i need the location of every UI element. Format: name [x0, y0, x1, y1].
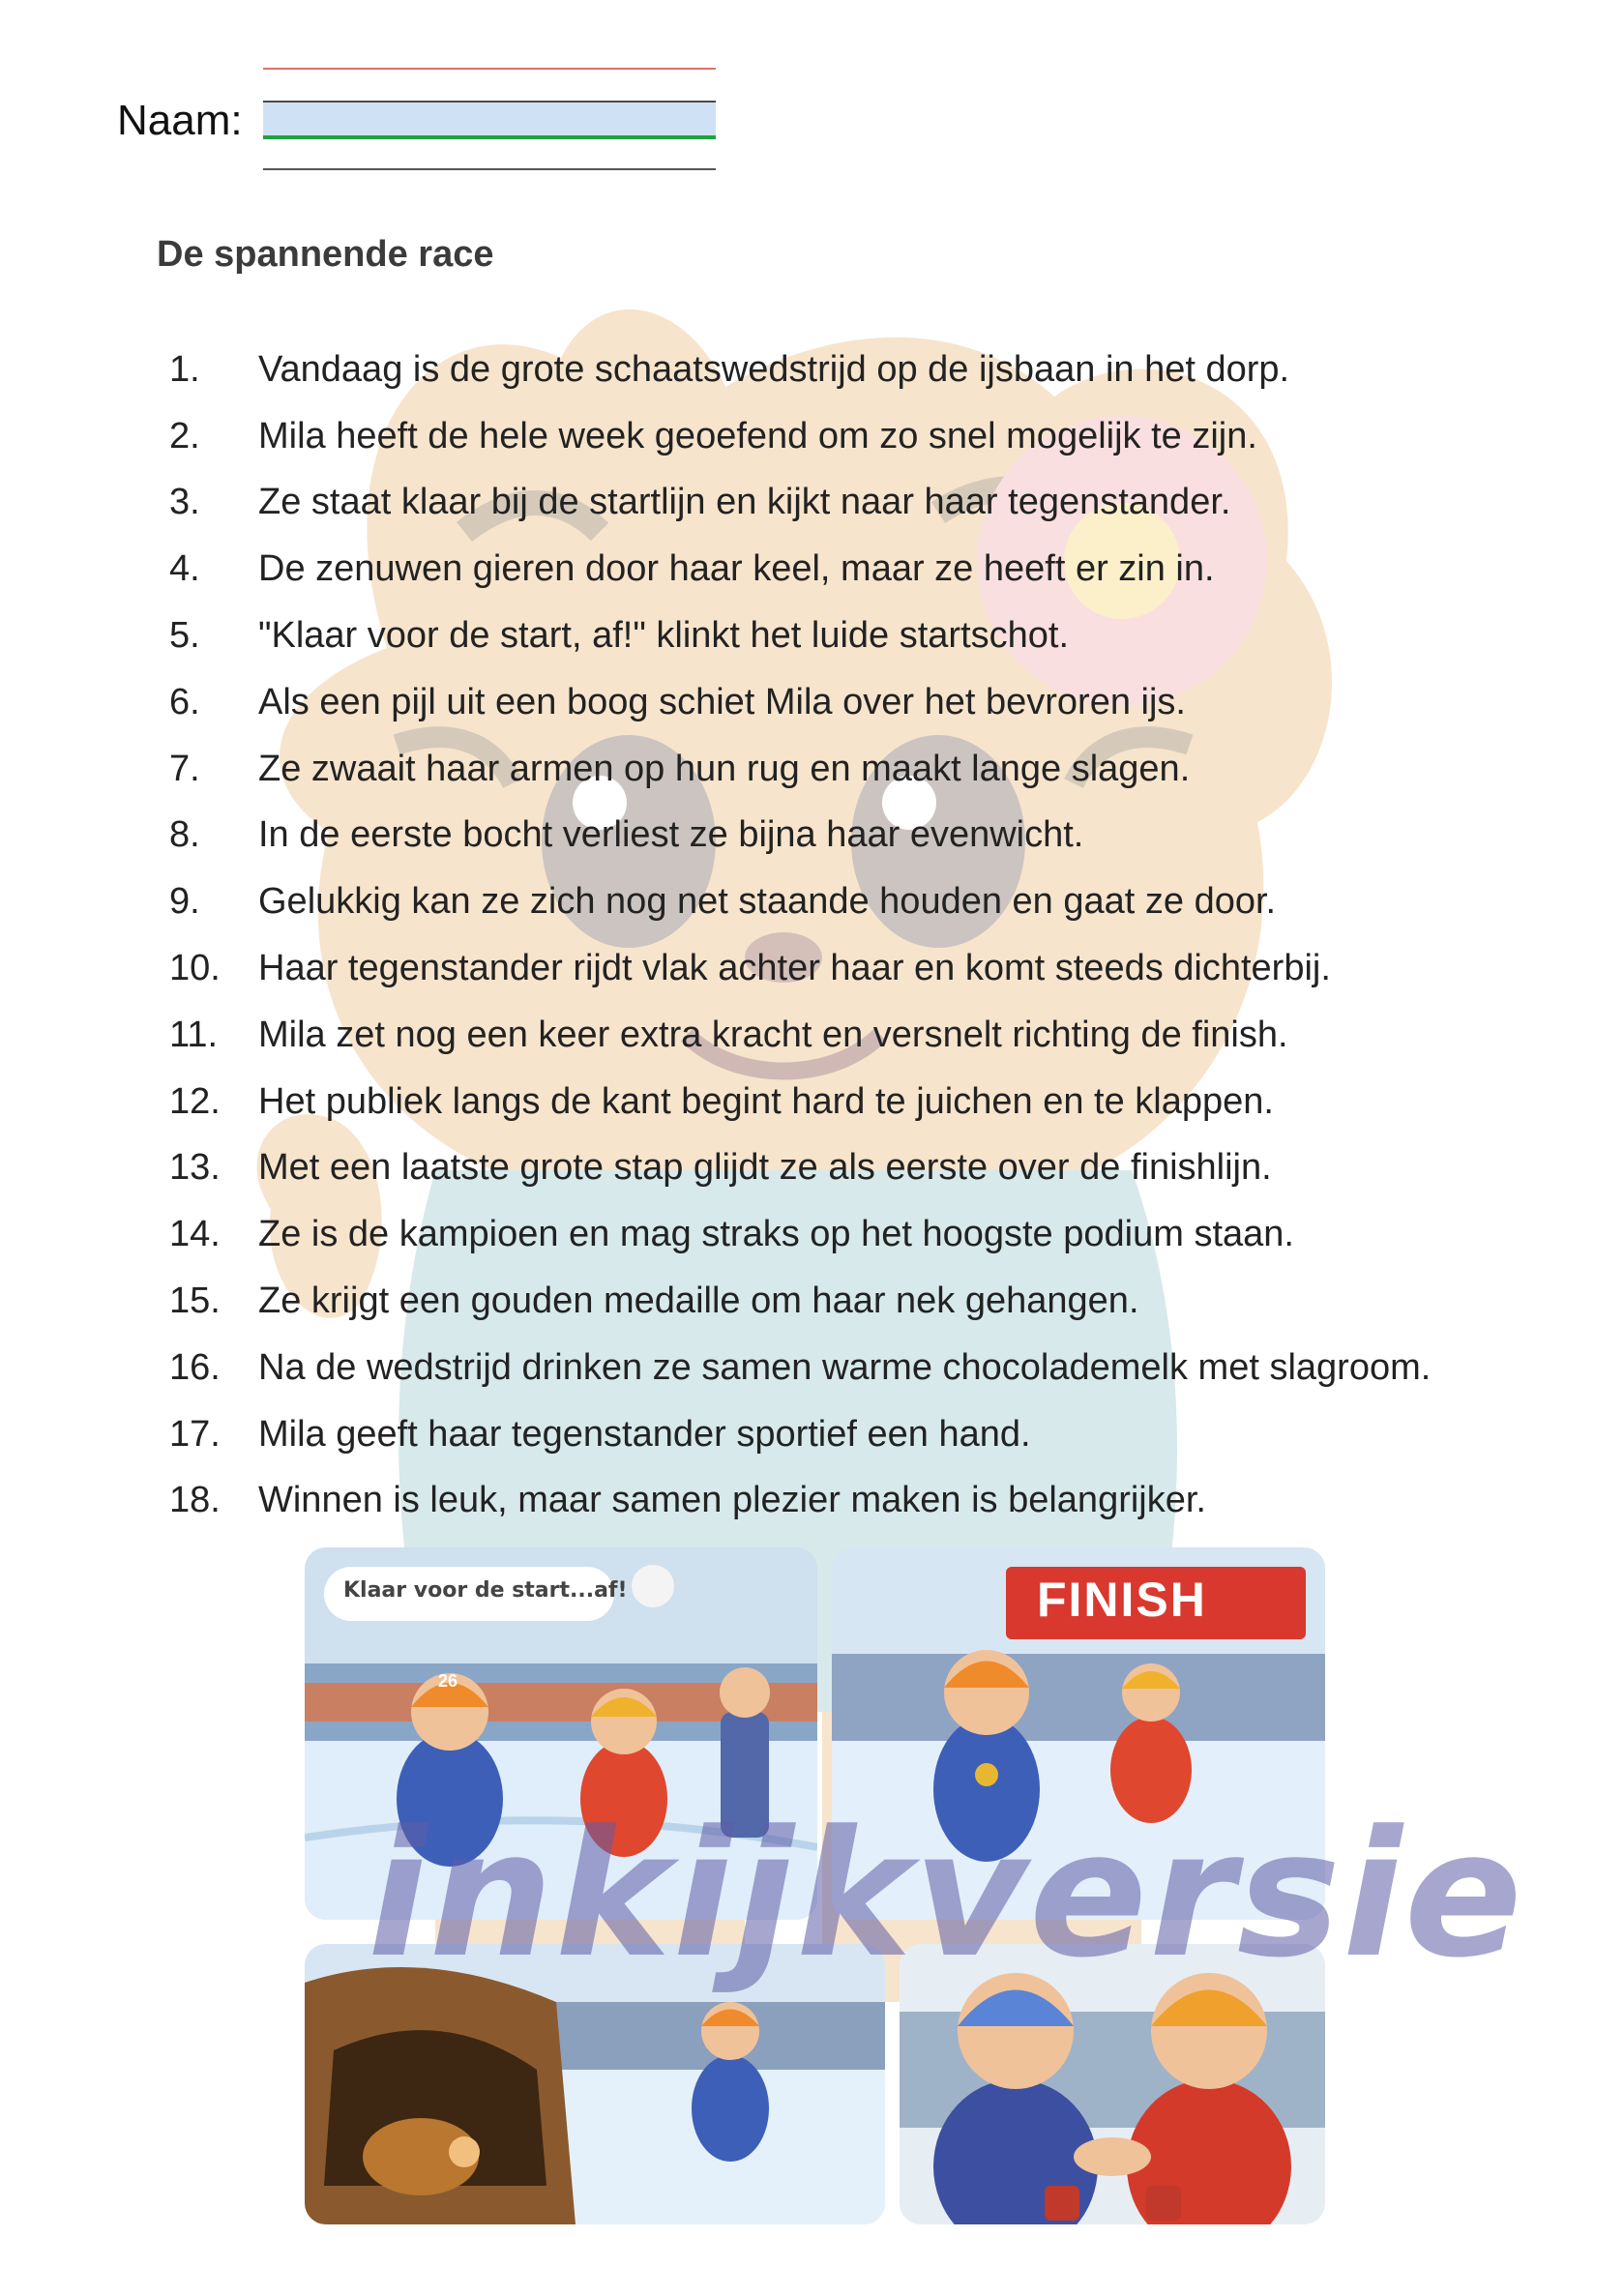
name-label: Naam:: [117, 97, 243, 144]
sentence-number: 10.: [169, 948, 221, 989]
sentence-number: 14.: [169, 1214, 221, 1255]
sentence-number: 13.: [169, 1147, 221, 1189]
sentence-item: [169, 736, 1431, 803]
sentence-text: Mila zet nog een keer extra kracht en versnelt richting de finish.: [258, 1014, 1288, 1055]
sentence-item: [169, 1135, 1431, 1202]
sentence-number: 8.: [169, 814, 200, 856]
sentence-number: 3.: [169, 482, 200, 523]
sentence-item: [169, 1268, 1431, 1335]
sentence-number: 5.: [169, 615, 200, 657]
sentence-text: De zenuwen gieren door haar keel, maar ze heeft er zin in.: [258, 548, 1215, 590]
watermark-text: inkijkversie: [368, 1794, 1524, 1996]
name-writing-field[interactable]: [263, 66, 716, 172]
sentence-list: [169, 337, 1431, 1534]
sentence-number: 9.: [169, 881, 200, 923]
sentence-text: Ze krijgt een gouden medaille om haar nek gehangen.: [258, 1280, 1139, 1322]
sentence-number: 16.: [169, 1346, 221, 1388]
sentence-item: [169, 403, 1431, 470]
sentence-text: Haar tegenstander rijdt vlak achter haar en komt steeds dichterbij.: [258, 948, 1331, 989]
sentence-item: [169, 1335, 1431, 1401]
sentence-item: [169, 1201, 1431, 1268]
sentence-text: Met een laatste grote stap glijdt ze als eerste over de finishlijn.: [258, 1147, 1272, 1189]
sentence-item: [169, 868, 1431, 935]
sentence-number: 18.: [169, 1480, 221, 1521]
sentence-item: [169, 935, 1431, 1002]
writing-line-bottom: [263, 168, 716, 170]
sentence-item: [169, 536, 1431, 603]
sentence-item: [169, 669, 1431, 736]
sentence-number: 1.: [169, 348, 200, 390]
sentence-text: "Klaar voor de start, af!" klinkt het luide startschot.: [258, 615, 1070, 657]
sentence-number: 6.: [169, 681, 200, 722]
sentence-number: 7.: [169, 748, 200, 789]
sentence-text: Gelukkig kan ze zich nog net staande houden en gaat ze door.: [258, 881, 1277, 923]
writing-line-base: [263, 135, 716, 139]
sentence-text: Als een pijl uit een boog schiet Mila over het bevroren ijs.: [258, 681, 1186, 722]
bib-number: 26: [438, 1671, 458, 1691]
sentence-number: 15.: [169, 1280, 221, 1322]
sentence-item: [169, 1069, 1431, 1135]
finish-banner-text: FINISH: [1037, 1573, 1207, 1627]
sentence-text: Mila geeft haar tegenstander sportief een hand.: [258, 1413, 1031, 1455]
sentence-item: [169, 1401, 1431, 1468]
sentence-item: [169, 470, 1431, 537]
sentence-item: [169, 803, 1431, 869]
sentence-text: Winnen is leuk, maar samen plezier maken is belangrijker.: [258, 1480, 1206, 1521]
writing-line-band: [263, 101, 716, 135]
sentence-text: Ze staat klaar bij de startlijn en kijkt naar haar tegenstander.: [258, 482, 1231, 523]
sentence-text: Ze zwaait haar armen op hun rug en maakt lange slagen.: [258, 748, 1191, 789]
sentence-number: 4.: [169, 548, 200, 590]
sentence-text: Ze is de kampioen en mag straks op het hoogste podium staan.: [258, 1214, 1294, 1255]
speech-bubble-text: Klaar voor de start...af!: [343, 1578, 628, 1603]
sentence-number: 11.: [169, 1014, 219, 1055]
sentence-item: [169, 1468, 1431, 1535]
sentence-text: Mila heeft de hele week geoefend om zo snel mogelijk te zijn.: [258, 415, 1257, 456]
writing-line-top: [263, 68, 716, 70]
sentence-number: 2.: [169, 415, 200, 456]
sentence-text: In de eerste bocht verliest ze bijna haar evenwicht.: [258, 814, 1084, 856]
sentence-text: Het publiek langs de kant begint hard te juichen en te klappen.: [258, 1080, 1274, 1122]
page-title: De spannende race: [157, 234, 494, 275]
sentence-item: [169, 337, 1431, 403]
sentence-text: Vandaag is de grote schaatswedstrijd op de ijsbaan in het dorp.: [258, 348, 1290, 390]
sentence-item: [169, 603, 1431, 669]
sentence-item: [169, 1002, 1431, 1069]
sentence-number: 12.: [169, 1080, 221, 1122]
sentence-text: Na de wedstrijd drinken ze samen warme chocolademelk met slagroom.: [258, 1346, 1432, 1388]
sentence-number: 17.: [169, 1413, 221, 1455]
